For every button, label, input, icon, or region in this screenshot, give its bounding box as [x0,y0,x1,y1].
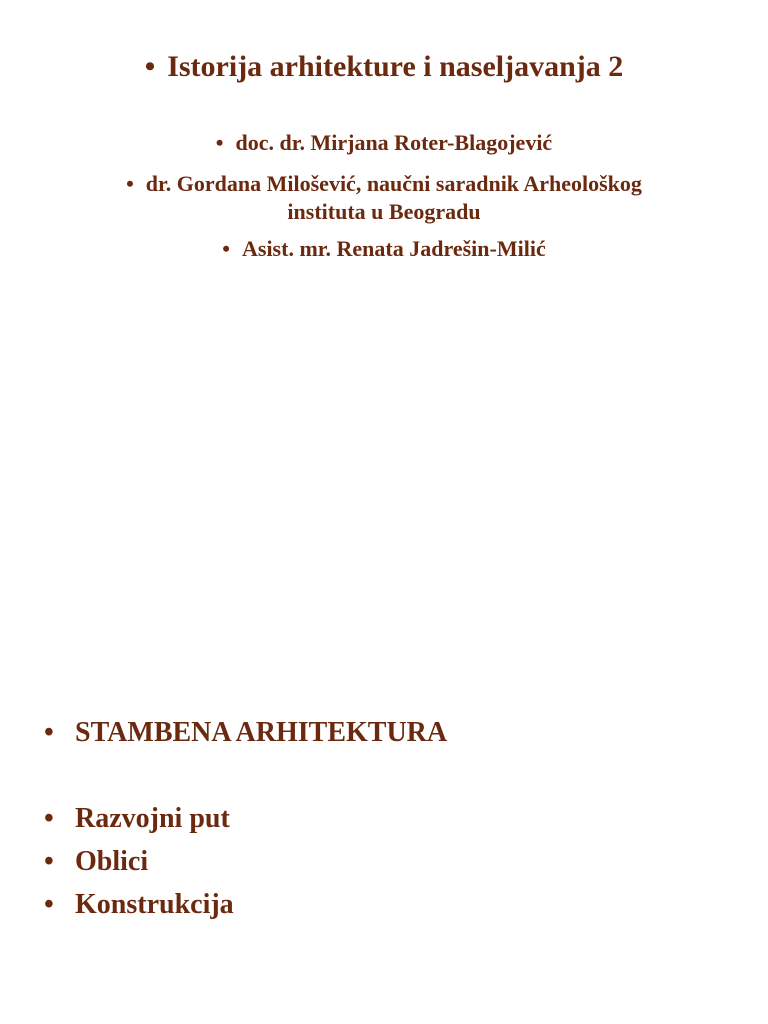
author-item [0,129,768,157]
section-heading [44,715,447,751]
list-item [44,887,234,923]
page-title [0,47,768,87]
bullet-icon: • [44,846,54,877]
bullet-icon: • [126,171,134,196]
list-item-text: Razvojni put [75,803,230,834]
author-name: doc. dr. Mirjana Roter-Blagojević [235,130,553,155]
section-heading-text: STAMBENA ARHITEKTURA [75,717,448,748]
list-item [44,801,230,837]
bullet-icon: • [222,236,230,261]
list-item-text: Oblici [75,846,149,877]
bullet-icon: • [44,889,54,920]
author-item-continuation [0,198,768,226]
author-item [0,235,768,263]
bullet-icon: • [44,803,54,834]
title-text: Istorija arhitekture i naseljavanja 2 [167,50,624,83]
bullet-icon: • [215,130,224,155]
bullet-icon: • [44,717,54,748]
bullet-icon: • [144,50,156,83]
list-item-text: Konstrukcija [75,889,234,920]
author-name: Asist. mr. Renata Jadrešin-Milić [242,236,546,261]
author-affiliation: instituta u Beogradu [287,199,481,224]
author-item [0,170,768,198]
author-name: dr. Gordana Milošević, naučni saradnik Arheološkog [145,171,642,196]
list-item [44,844,148,880]
